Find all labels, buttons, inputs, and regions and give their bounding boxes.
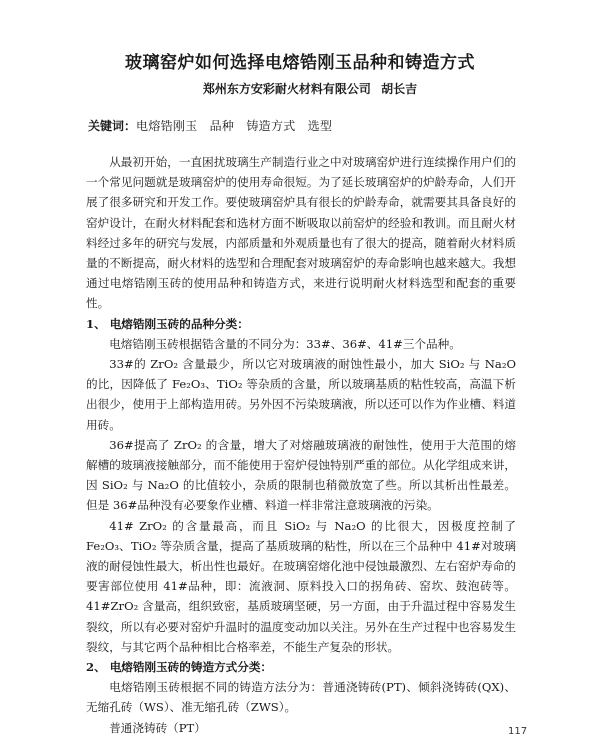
paragraph-41: 41# ZrO₂ 的含量最高，而且 SiO₂ 与 Na₂O 的比很大，因极度控制了 Fe₂O₃、TiO₂ 等杂质含量，提高了基质玻璃的粘性，所以在三个品种中 41#对玻璃液的耐侵蚀性最大，析出性也最好。在玻璃窑熔化池中侵蚀最激烈、左右窑炉寿命的要害部位使用 41#品种，即：流液洞、原料投入口的拐角砖、窑坎、鼓泡砖等。41#ZrO₂ 含量高，组织致密，基质玻璃坚硬，另一方面，由于升温过程中容易发生裂纹，所以有必要对窑炉升温时的温度变动加以关注。另外在生产过程中也容易发生裂纹，与其它两个品种相比合格率差，不能生产复杂的形状。 <box>86 518 516 654</box>
keywords-value: 电熔锆刚玉 品种 铸造方式 选型 <box>136 119 333 133</box>
section-heading-1: 1、 电熔锆刚玉砖的品种分类： <box>86 316 249 331</box>
paragraph-grades: 电熔锆刚玉砖根据锆含量的不同分为：33#、36#、41#三个品种。 <box>109 336 461 351</box>
author-line: 郑州东方安彩耐火材料有限公司 胡长吉 <box>202 82 418 96</box>
paragraph-casting: 电熔锆刚玉砖根据不同的铸造方法分为：普通浇铸砖(PT)、倾斜浇铸砖(QX)、无缩孔砖（WS）、准无缩孔砖（ZWS）。 <box>86 680 516 715</box>
paragraph-33: 33#的 ZrO₂ 含量最少，所以它对玻璃液的耐蚀性最小，加大 SiO₂ 与 Na₂O 的比，因降低了 Fe₂O₃、TiO₂ 等杂质的含量，所以玻璃基质的粘性较高，高温下析出很少，使用于上部构造用砖。另外因不污染玻璃液，所以还可以作为作业槽、料道用砖。 <box>86 357 516 432</box>
document-title: 玻璃窑炉如何选择电熔锆刚玉品种和铸造方式 <box>125 53 475 73</box>
paragraph-36: 36#提高了 ZrO₂ 的含量，增大了对熔融玻璃液的耐蚀性，使用于大范围的熔解槽的玻璃液接触部分，而不能使用于窑炉侵蚀特别严重的部位。从化学组成来讲，因 SiO₂ 与 Na₂O 的比值较小，杂质的限制也稍微放宽了些。所以其析出性最差。但是 36#品种没有必要象作业槽、料道一样非常注意玻璃液的污染。 <box>86 437 516 513</box>
keywords-label: 关键词： <box>88 119 137 133</box>
section-heading-2: 2、 电熔锆刚玉砖的铸造方式分类： <box>86 660 273 675</box>
keywords-line <box>88 117 332 134</box>
document-body <box>86 152 516 738</box>
page-number: 117 <box>508 726 528 737</box>
intro-paragraph: 从最初开始，一直困扰玻璃生产制造行业之中对玻璃窑炉进行连续操作用户们的一个常见问题就是玻璃窑炉的使用寿命很短。为了延长玻璃窑炉的炉龄寿命，人们开展了很多研究和开发工作。要使玻璃窑炉具有很长的炉龄寿命，就需要其具备良好的窑炉设计，在耐火材料配套和选材方面不断吸取以前窑炉的经验和教训。而且耐火材料经过多年的研究与发展，内部质量和外观质量也有了很大的提高，随着耐火材料质量的不断提高，耐火材料的选型和合理配套对玻璃窑炉的寿命影响也越来越大。我想通过电熔锆刚玉砖的使用品种和铸造方式，来进行说明耐火材料选型和配套的重要性。 <box>86 155 516 311</box>
subheading-pt: 普通浇铸砖（PT） <box>109 720 206 735</box>
